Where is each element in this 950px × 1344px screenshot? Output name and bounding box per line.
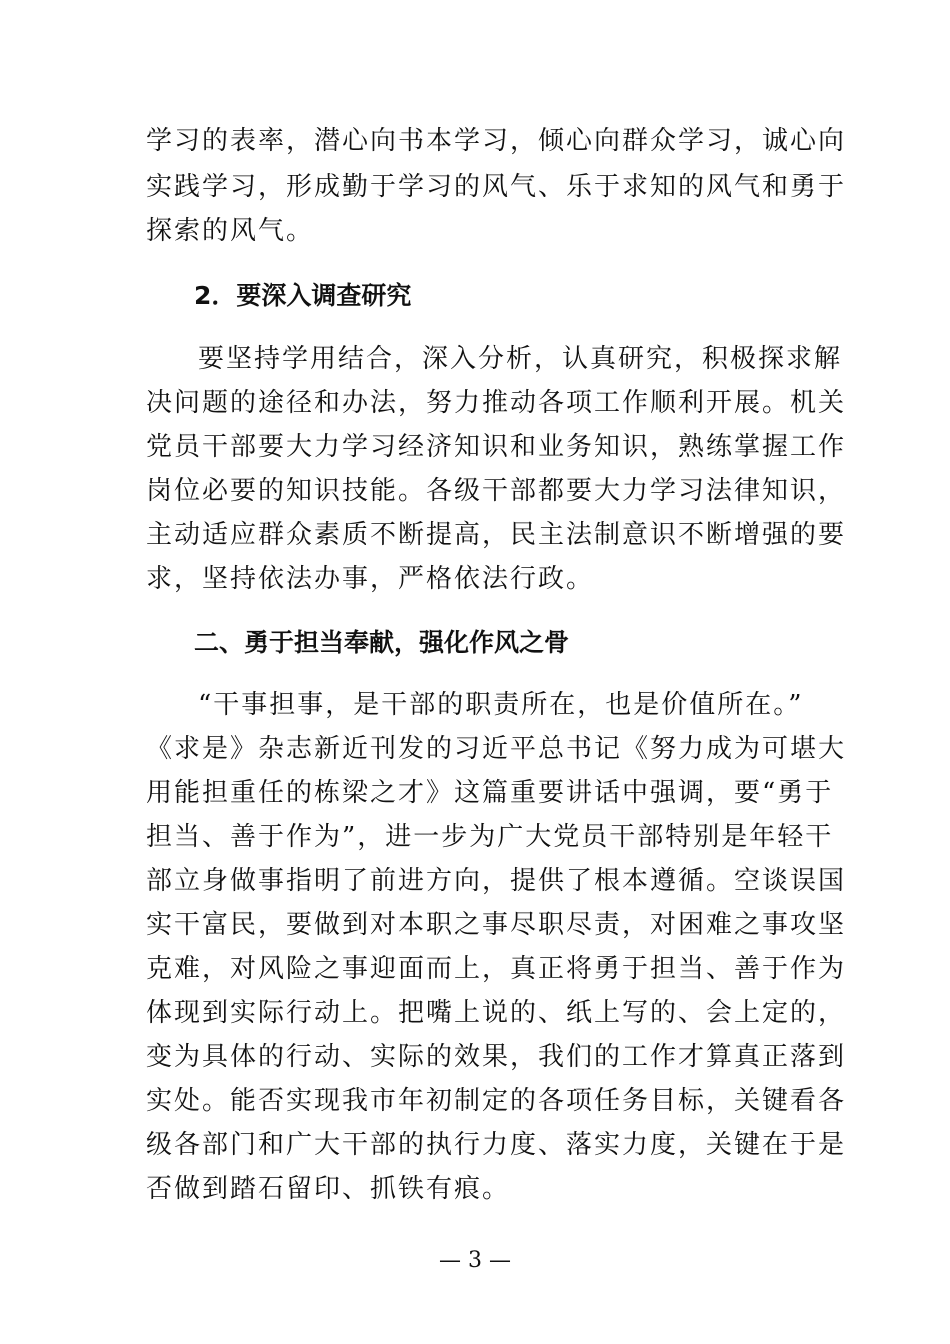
paragraph-line: “干事担事，是干部的职责所在，也是价值所在。” bbox=[198, 690, 804, 720]
paragraph-line: 决问题的途径和办法，努力推动各项工作顺利开展。机关 bbox=[146, 388, 847, 418]
paragraph-line: 主动适应群众素质不断提高，民主法制意识不断增强的要 bbox=[146, 520, 847, 550]
section-heading: 二、勇于担当奉献，强化作风之骨 bbox=[194, 628, 570, 657]
paragraph-line: 用能担重任的栋梁之才》这篇重要讲话中强调，要“勇于 bbox=[146, 778, 834, 808]
section-heading: 2．要深入调查研究 bbox=[194, 281, 412, 310]
paragraph-line: 《求是》杂志新近刊发的习近平总书记《努力成为可堪大 bbox=[146, 734, 847, 764]
paragraph-line: 岗位必要的知识技能。各级干部都要大力学习法律知识， bbox=[146, 476, 847, 506]
paragraph-line: 求，坚持依法办事，严格依法行政。 bbox=[146, 564, 595, 594]
paragraph-line: 体现到实际行动上。把嘴上说的、纸上写的、会上定的， bbox=[146, 998, 847, 1028]
paragraph-line: 探索的风气。 bbox=[146, 216, 315, 246]
paragraph-line: 变为具体的行动、实际的效果，我们的工作才算真正落到 bbox=[146, 1042, 847, 1072]
paragraph-line: 学习的表率，潜心向书本学习，倾心向群众学习，诚心向 bbox=[146, 126, 847, 156]
paragraph-line: 否做到踏石留印、抓铁有痕。 bbox=[146, 1174, 511, 1204]
paragraph-line: 担当、善于作为”，进一步为广大党员干部特别是年轻干 bbox=[146, 822, 834, 852]
paragraph-line: 级各部门和广大干部的执行力度、落实力度，关键在于是 bbox=[146, 1130, 847, 1160]
paragraph-line: 要坚持学用结合，深入分析，认真研究，积极探求解 bbox=[198, 344, 843, 374]
paragraph-line: 实践学习，形成勤于学习的风气、乐于求知的风气和勇于 bbox=[146, 172, 847, 202]
paragraph-line: 党员干部要大力学习经济知识和业务知识，熟练掌握工作 bbox=[146, 432, 847, 462]
paragraph-line: 实干富民，要做到对本职之事尽职尽责，对困难之事攻坚 bbox=[146, 910, 847, 940]
paragraph-line: 克难，对风险之事迎面而上，真正将勇于担当、善于作为 bbox=[146, 954, 847, 984]
paragraph-line: 实处。能否实现我市年初制定的各项任务目标，关键看各 bbox=[146, 1086, 847, 1116]
paragraph-line: 部立身做事指明了前进方向，提供了根本遵循。空谈误国 bbox=[146, 866, 847, 896]
page-number: — 3 — bbox=[439, 1248, 511, 1273]
